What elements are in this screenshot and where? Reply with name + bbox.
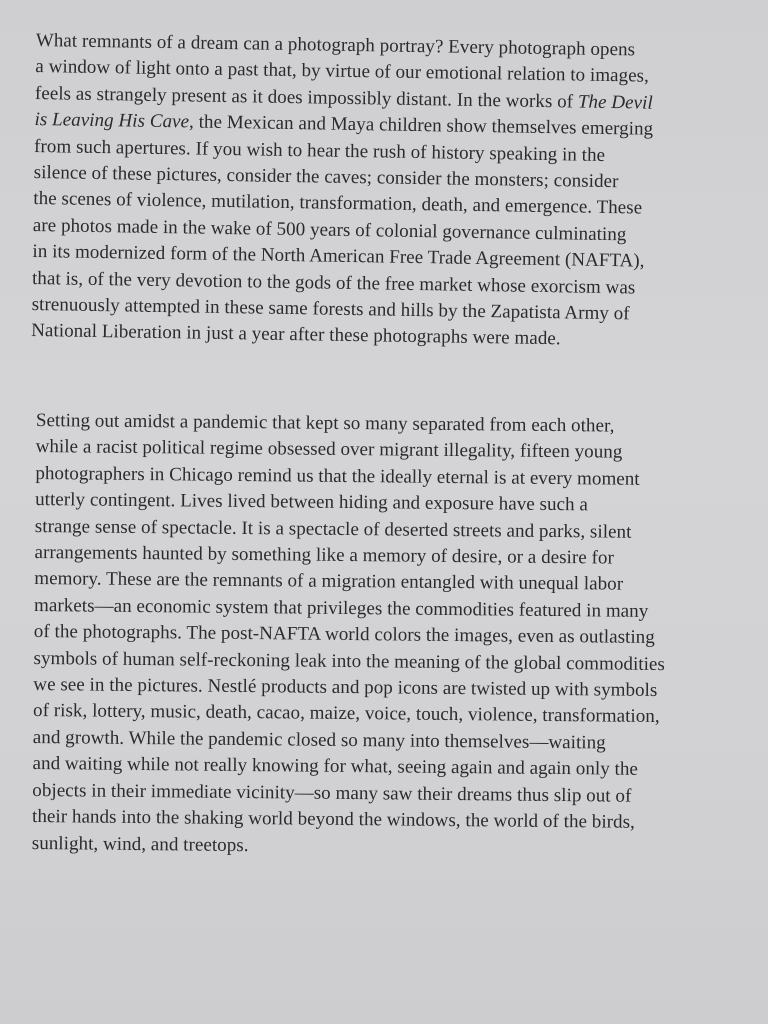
text-line: symbols of human self-reckoning leak into the meaning of the global commodities [33, 647, 666, 675]
text-line: a window of light onto a past that, by virtue of our emotional relation to images, [35, 56, 650, 88]
text-line: and waiting while not really knowing for what, seeing again and again only the [32, 753, 639, 781]
text-line: we see in the pictures. Nestlé products and pop icons are twisted up with symbols [33, 674, 658, 702]
text-line: is Leaving His Cave, the Mexican and Maya children show themselves emerging [34, 109, 654, 140]
text-line: that is, of the very devotion to the gods of the free market whose exorcism was [31, 267, 636, 299]
text-line: from such apertures. If you wish to hear the rush of history speaking in the [33, 135, 606, 166]
text-line: of the photographs. The post-NAFTA world colors the images, even as outlasting [33, 621, 655, 649]
text-line: Setting out amidst a pandemic that kept so many separated from each other, [35, 409, 615, 437]
text-line: are photos made in the wake of 500 years of colonial governance culminating [32, 214, 627, 246]
text-line: memory. These are the remnants of a migration entangled with unequal labor [34, 568, 624, 596]
text-line: silence of these pictures, consider the caves; consider the monsters; consider [33, 162, 619, 193]
text-line: in its modernized form of the North American Free Trade Agreement (NAFTA), [32, 241, 645, 272]
text-line: of risk, lottery, music, death, cacao, maize, voice, touch, violence, transformation, [32, 700, 660, 728]
text-line: arrangements haunted by something like a memory of desire, or a desire for [34, 542, 614, 569]
text-line: the scenes of violence, mutilation, transformation, death, and emergence. These [33, 188, 643, 219]
text-line: utterly contingent. Lives lived between hiding and exposure have such a [35, 489, 589, 516]
text-line: What remnants of a dream can a photograph portray? Every photograph opens [35, 29, 636, 61]
text-line: photographers in Chicago remind us that the ideally eternal is at every moment [35, 462, 640, 490]
text-line: while a racist political regime obsessed over migrant illegality, fifteen young [35, 436, 623, 464]
text-line: strange sense of spectacle. It is a spectacle of deserted streets and parks, silent [34, 515, 632, 543]
text-line: sunlight, wind, and treetops. [31, 832, 249, 856]
text-line: markets—an economic system that privileges the commodities featured in many [34, 594, 649, 622]
text-line: strenuously attempted in these same forests and hills by the Zapatista Army of [31, 294, 630, 325]
text-line: National Liberation in just a year after these photographs were made. [31, 320, 561, 350]
text-line: feels as strangely present as it does impossibly distant. In the works of The Devil [34, 82, 653, 114]
italic-title: is Leaving His Cave [34, 109, 190, 133]
paragraph-1 [31, 28, 736, 356]
text-line: and growth. While the pandemic closed so many into themselves—waiting [32, 726, 606, 754]
italic-title: The Devil [577, 91, 653, 114]
paragraph-2 [32, 408, 736, 864]
text-line: objects in their immediate vicinity—so many saw their dreams thus slip out of [32, 779, 632, 807]
text-line: their hands into the shaking world beyond the windows, the world of the birds, [31, 806, 635, 833]
